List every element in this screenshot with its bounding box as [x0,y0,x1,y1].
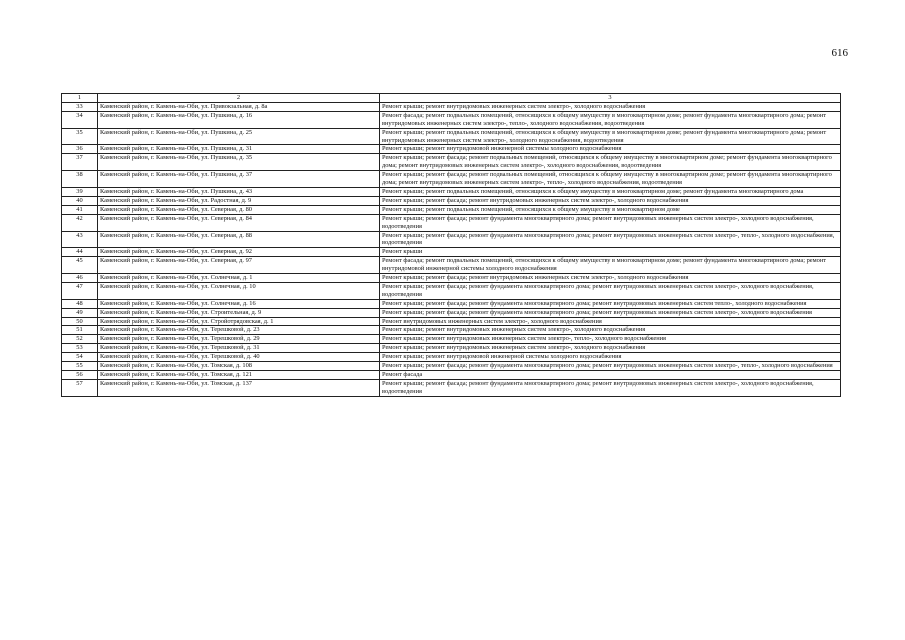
row-number-cell: 48 [62,299,98,308]
works-cell: Ремонт крыши; ремонт фасада; ремонт фундамента многоквартирного дома; ремонт внутридомовых инженерных систем электро-, тепло-, холодного водоснабжения [380,362,841,371]
row-number-cell: 45 [62,257,98,274]
works-cell: Ремонт крыши; ремонт фасада; ремонт внутридомовых инженерных систем электро-, холодного водоснабжения [380,274,841,283]
header-row [62,94,841,103]
table-row [62,257,841,274]
row-number-cell: 47 [62,282,98,299]
address-cell: Каменский район, г. Камень-на-Оби, ул. Томская, д. 121 [98,371,380,380]
column-header-address: 2 [98,94,380,103]
address-cell: Каменский район, г. Камень-на-Оби, ул. Северная, д. 97 [98,257,380,274]
works-cell: Ремонт крыши; ремонт внутридомовых инженерных систем электро-, холодного водоснабжения [380,102,841,111]
table-row [62,187,841,196]
address-cell: Каменский район, г. Камень-на-Оби, ул. Терешковой, д. 29 [98,335,380,344]
address-cell: Каменский район, г. Камень-на-Оби, ул. Северная, д. 84 [98,214,380,231]
row-number-cell: 51 [62,326,98,335]
address-cell: Каменский район, г. Камень-на-Оби, ул. Пушкина, д. 16 [98,111,380,128]
row-number-cell: 53 [62,344,98,353]
row-number-cell: 42 [62,214,98,231]
works-cell: Ремонт фасада; ремонт подвальных помещений, относящихся к общему имуществу в многоквартирном доме; ремонт фундамента многоквартирного дома; ремонт внутридомовых инженерных систем электро-, тепло-, холодного водоснабжения, водоотведения [380,111,841,128]
row-number-cell: 55 [62,362,98,371]
row-number-cell: 37 [62,154,98,171]
works-cell: Ремонт крыши; ремонт фасада; ремонт подвальных помещений, относящихся к общему имуществу в многоквартирном доме; ремонт фундамента многоквартирного дома; ремонт внутридомовых инженерных систем электро-, тепло-, холодного водоснабжения, водоотведения [380,171,841,188]
row-number-cell: 38 [62,171,98,188]
address-cell: Каменский район, г. Камень-на-Оби, ул. Пушкина, д. 31 [98,145,380,154]
address-cell: Каменский район, г. Камень-на-Оби, ул. Солнечная, д. 10 [98,282,380,299]
row-number-cell: 34 [62,111,98,128]
row-number-cell: 36 [62,145,98,154]
address-cell: Каменский район, г. Камень-на-Оби, ул. Пушкина, д. 43 [98,187,380,196]
table-row [62,111,841,128]
works-cell: Ремонт крыши; ремонт внутридомовых инженерных систем электро-, холодного водоснабжения [380,344,841,353]
table-row [62,362,841,371]
address-cell: Каменский район, г. Камень-на-Оби, ул. Пушкина, д. 37 [98,171,380,188]
address-cell: Каменский район, г. Камень-на-Оби, ул. Томская, д. 108 [98,362,380,371]
address-cell: Каменский район, г. Камень-на-Оби, ул. Северная, д. 92 [98,248,380,257]
table-row [62,145,841,154]
works-cell: Ремонт внутридомовых инженерных систем электро-, холодного водоснабжения [380,317,841,326]
table-row [62,205,841,214]
works-cell: Ремонт крыши; ремонт фасада; ремонт фундамента многоквартирного дома; ремонт внутридомовых инженерных систем электро-, холодного водоснабжения, водоотведения [380,214,841,231]
row-number-cell: 49 [62,308,98,317]
works-cell: Ремонт крыши; ремонт внутридомовых инженерных систем электро-, тепло-, холодного водоснабжения [380,335,841,344]
table-row [62,344,841,353]
works-cell: Ремонт крыши; ремонт фасада; ремонт фундамента многоквартирного дома; ремонт внутридомовых инженерных систем электро-, холодного водоснабжения [380,308,841,317]
address-cell: Каменский район, г. Камень-на-Оби, ул. Пушкина, д. 25 [98,128,380,145]
table-row [62,326,841,335]
column-header-number: 1 [62,94,98,103]
row-number-cell: 54 [62,353,98,362]
registry-table [61,93,841,397]
table-row [62,102,841,111]
table-row [62,335,841,344]
address-cell: Каменский район, г. Камень-на-Оби, ул. Привокзальная, д. 8а [98,102,380,111]
page-number: 616 [831,47,848,59]
address-cell: Каменский район, г. Камень-на-Оби, ул. Томская, д. 137 [98,379,380,396]
works-cell: Ремонт крыши; ремонт подвальных помещений, относящихся к общему имуществу в многоквартирном доме [380,205,841,214]
works-cell: Ремонт фасада; ремонт подвальных помещений, относящихся к общему имуществу в многоквартирном доме; ремонт фундамента многоквартирного дома; ремонт внутридомовой инженерной системы холодного водоснабжения [380,257,841,274]
row-number-cell: 40 [62,196,98,205]
row-number-cell: 33 [62,102,98,111]
address-cell: Каменский район, г. Камень-на-Оби, ул. Солнечная, д. 16 [98,299,380,308]
address-cell: Каменский район, г. Камень-на-Оби, ул. Радостная, д. 9 [98,196,380,205]
table-row [62,171,841,188]
row-number-cell: 35 [62,128,98,145]
address-cell: Каменский район, г. Камень-на-Оби, ул. Стройотрядовская, д. 1 [98,317,380,326]
table-row [62,154,841,171]
row-number-cell: 41 [62,205,98,214]
address-cell: Каменский район, г. Камень-на-Оби, ул. Терешковой, д. 23 [98,326,380,335]
row-number-cell: 39 [62,187,98,196]
address-cell: Каменский район, г. Камень-на-Оби, ул. Северная, д. 80 [98,205,380,214]
works-cell: Ремонт крыши; ремонт фасада; ремонт внутридомовых инженерных систем электро-, холодного водоснабжения [380,196,841,205]
address-cell: Каменский район, г. Камень-на-Оби, ул. Терешковой, д. 31 [98,344,380,353]
address-cell: Каменский район, г. Камень-на-Оби, ул. Терешковой, д. 40 [98,353,380,362]
works-cell: Ремонт крыши; ремонт подвальных помещений, относящихся к общему имуществу в многоквартирном доме; ремонт фундамента многоквартирного дома [380,187,841,196]
address-cell: Каменский район, г. Камень-на-Оби, ул. Солнечная, д. 1 [98,274,380,283]
table-row [62,214,841,231]
table-row [62,282,841,299]
table-row [62,371,841,380]
works-cell: Ремонт крыши [380,248,841,257]
row-number-cell: 44 [62,248,98,257]
row-number-cell: 50 [62,317,98,326]
works-cell: Ремонт крыши; ремонт внутридомовой инженерной системы холодного водоснабжения [380,353,841,362]
table-row [62,231,841,248]
table-body [62,102,841,396]
row-number-cell: 43 [62,231,98,248]
address-cell: Каменский район, г. Камень-на-Оби, ул. Пушкина, д. 35 [98,154,380,171]
address-cell: Каменский район, г. Камень-на-Оби, ул. Строительная, д. 9 [98,308,380,317]
row-number-cell: 52 [62,335,98,344]
works-cell: Ремонт крыши; ремонт фасада; ремонт подвальных помещений, относящихся к общему имуществу в многоквартирном доме; ремонт фундамента многоквартирного дома; ремонт внутридомовых инженерных систем электро-, холодного водоснабжения, водоотведения [380,154,841,171]
table-row [62,248,841,257]
works-cell: Ремонт крыши; ремонт фасада; ремонт фундамента многоквартирного дома; ремонт внутридомовых инженерных систем электро-, холодного водоснабжения, водоотведения [380,282,841,299]
works-cell: Ремонт крыши; ремонт подвальных помещений, относящихся к общему имуществу в многоквартирном доме; ремонт фундамента многоквартирного дома; ремонт внутридомовых инженерных систем электро-, холодного водоснабжения, водоотведения [380,128,841,145]
table-row [62,379,841,396]
table-row [62,128,841,145]
table-row [62,308,841,317]
works-cell: Ремонт крыши; ремонт внутридомовых инженерных систем электро-, холодного водоснабжения [380,326,841,335]
works-cell: Ремонт фасада [380,371,841,380]
works-cell: Ремонт крыши; ремонт фасада; ремонт фундамента многоквартирного дома; ремонт внутридомовых инженерных систем электро-, тепло-, холодного водоснабжения, водоотведения [380,231,841,248]
table-row [62,317,841,326]
works-cell: Ремонт крыши; ремонт фасада; ремонт фундамента многоквартирного дома; ремонт внутридомовых инженерных систем тепло-, холодного водоснабжения [380,299,841,308]
table-row [62,353,841,362]
row-number-cell: 46 [62,274,98,283]
table-row [62,196,841,205]
works-cell: Ремонт крыши; ремонт внутридомовой инженерной системы холодного водоснабжения [380,145,841,154]
table-row [62,274,841,283]
table-row [62,299,841,308]
row-number-cell: 57 [62,379,98,396]
column-header-works: 3 [380,94,841,103]
address-cell: Каменский район, г. Камень-на-Оби, ул. Северная, д. 88 [98,231,380,248]
row-number-cell: 56 [62,371,98,380]
works-cell: Ремонт крыши; ремонт фасада; ремонт фундамента многоквартирного дома; ремонт внутридомовых инженерных систем электро-, холодного водоснабжения, водоотведения [380,379,841,396]
